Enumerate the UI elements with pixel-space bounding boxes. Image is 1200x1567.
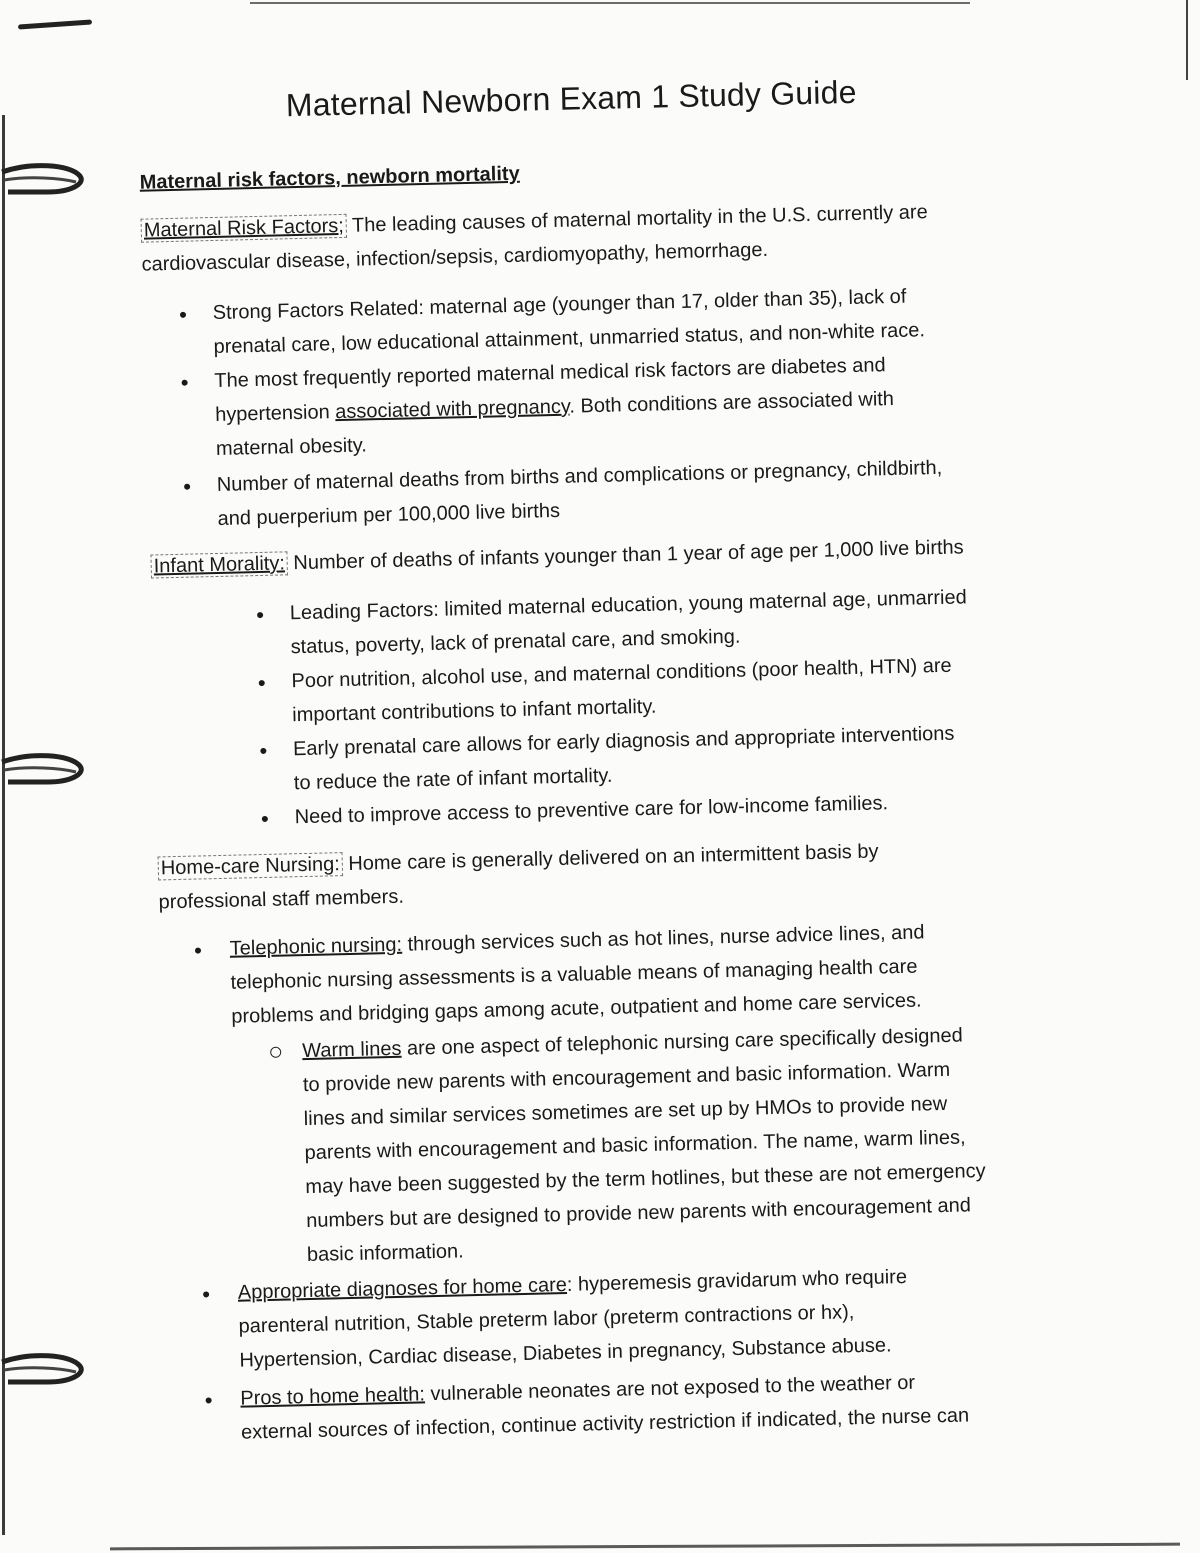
- pros-line-1: Pros to home health: vulnerable neonates are not exposed to the weather or: [240, 1371, 916, 1410]
- bullet-icon: ●: [182, 477, 192, 494]
- bullet-icon: ●: [178, 305, 188, 322]
- bullet-icon: ●: [258, 741, 268, 759]
- page-right-edge: [1186, 0, 1188, 80]
- diagnoses-line-3: Hypertension, Cardiac disease, Diabetes in pregnancy, Substance abuse.: [239, 1334, 892, 1372]
- homecare-label: Home-care Nursing:: [158, 852, 343, 880]
- bullet-icon: ●: [193, 941, 203, 958]
- maternal-bullet-1-line-2: prenatal care, low educational attainment, unmarried status, and non-white race.: [213, 319, 926, 359]
- warm-lines-label: Warm lines: [301, 1037, 402, 1063]
- telephonic-line-2: telephonic nursing assessments is a valuable means of managing health care: [230, 955, 918, 994]
- infant-bullet-4-line-1: Need to improve access to preventive care for low-income families.: [294, 792, 889, 829]
- warm-lines-line-1: Warm lines are one aspect of telephonic nursing care specifically designed: [301, 1024, 964, 1063]
- bullet-icon: ●: [201, 1285, 211, 1302]
- telephonic-line-1: Telephonic nursing: through services such as hot lines, nurse advice lines, and: [229, 921, 925, 960]
- warm-lines-line-7: basic information.: [306, 1240, 464, 1267]
- maternal-bullet-1-line-1: Strong Factors Related: maternal age (younger than 17, older than 35), lack of: [212, 285, 907, 325]
- infant-mortality-label: Infant Morality:: [150, 551, 288, 578]
- diagnoses-line-2: parenteral nutrition, Stable preterm labor (preterm contractions or hx),: [238, 1301, 855, 1338]
- diagnoses-label: Appropriate diagnoses for home care: [237, 1273, 568, 1304]
- diagnoses-line-1: Appropriate diagnoses for home care: hyperemesis gravidarum who require: [237, 1265, 908, 1304]
- infant-bullet-1-line-2: status, poverty, lack of prenatal care, and smoking.: [290, 625, 741, 659]
- pros-line-2: external sources of infection, continue activity restriction if indicated, the nurse can: [240, 1404, 970, 1444]
- warm-lines-line-5: may have been suggested by the term hotlines, but these are not emergency: [305, 1160, 986, 1199]
- maternal-intro-line-2: cardiovascular disease, infection/sepsis, cardiomyopathy, hemorrhage.: [141, 238, 769, 276]
- maternal-bullet-2-line-2: hypertension associated with pregnancy. Both conditions are associated with: [214, 387, 895, 426]
- bullet-icon: ●: [180, 373, 190, 390]
- page-title: Maternal Newborn Exam 1 Study Guide: [285, 73, 857, 124]
- infant-bullet-3-line-2: to reduce the rate of infant mortality.: [293, 764, 613, 795]
- maternal-intro-line: Maternal Risk Factors; The leading causes of maternal mortality in the U.S. currently are: [141, 200, 928, 243]
- pros-label: Pros to home health:: [240, 1383, 426, 1410]
- infant-bullet-1-line-1: Leading Factors: limited maternal education, young maternal age, unmarried: [289, 586, 967, 625]
- section-heading: Maternal risk factors, newborn mortality: [139, 162, 520, 194]
- telephonic-label: Telephonic nursing:: [229, 933, 403, 960]
- bullet-icon: ●: [260, 809, 270, 827]
- maternal-bullet-3-line-1: Number of maternal deaths from births and complications or pregnancy, childbirth,: [216, 456, 943, 496]
- warm-lines-line-2: to provide new parents with encouragement and basic information. Warm: [302, 1058, 951, 1097]
- warm-lines-line-6: numbers but are designed to provide new parents with encouragement and: [305, 1194, 972, 1233]
- warm-lines-line-4: parents with encouragement and basic information. The name, warm lines,: [304, 1126, 966, 1165]
- bullet-icon: ●: [204, 1391, 214, 1408]
- bullet-icon: ●: [257, 673, 267, 691]
- sub-bullet-circle-icon: [270, 1047, 281, 1058]
- infant-bullet-2-line-2: important contributions to infant mortality.: [292, 695, 657, 727]
- telephonic-line-3: problems and bridging gaps among acute, outpatient and home care services.: [231, 989, 922, 1028]
- homecare-intro-line-2: professional staff members.: [158, 885, 405, 914]
- maternal-risk-label: Maternal Risk Factors;: [141, 214, 348, 243]
- maternal-bullet-2-line-3: maternal obesity.: [215, 434, 368, 460]
- infant-mortality-line: Infant Morality: Number of deaths of infants younger than 1 year of age per 1,000 live births: [150, 535, 963, 578]
- infant-bullet-3-line-1: Early prenatal care allows for early diagnosis and appropriate interventions: [292, 722, 955, 761]
- maternal-bullet-3-line-2: and puerperium per 100,000 live births: [217, 499, 561, 530]
- homecare-intro-line: Home-care Nursing: Home care is generally delivered on an intermittent basis by: [158, 839, 879, 880]
- maternal-bullet-2-line-1: The most frequently reported maternal medical risk factors are diabetes and: [214, 354, 886, 392]
- bullet-icon: ●: [255, 605, 265, 623]
- warm-lines-line-3: lines and similar services sometimes are set up by HMOs to provide new: [303, 1092, 948, 1131]
- infant-bullet-2-line-1: Poor nutrition, alcohol use, and maternal conditions (poor health, HTN) are: [291, 654, 952, 693]
